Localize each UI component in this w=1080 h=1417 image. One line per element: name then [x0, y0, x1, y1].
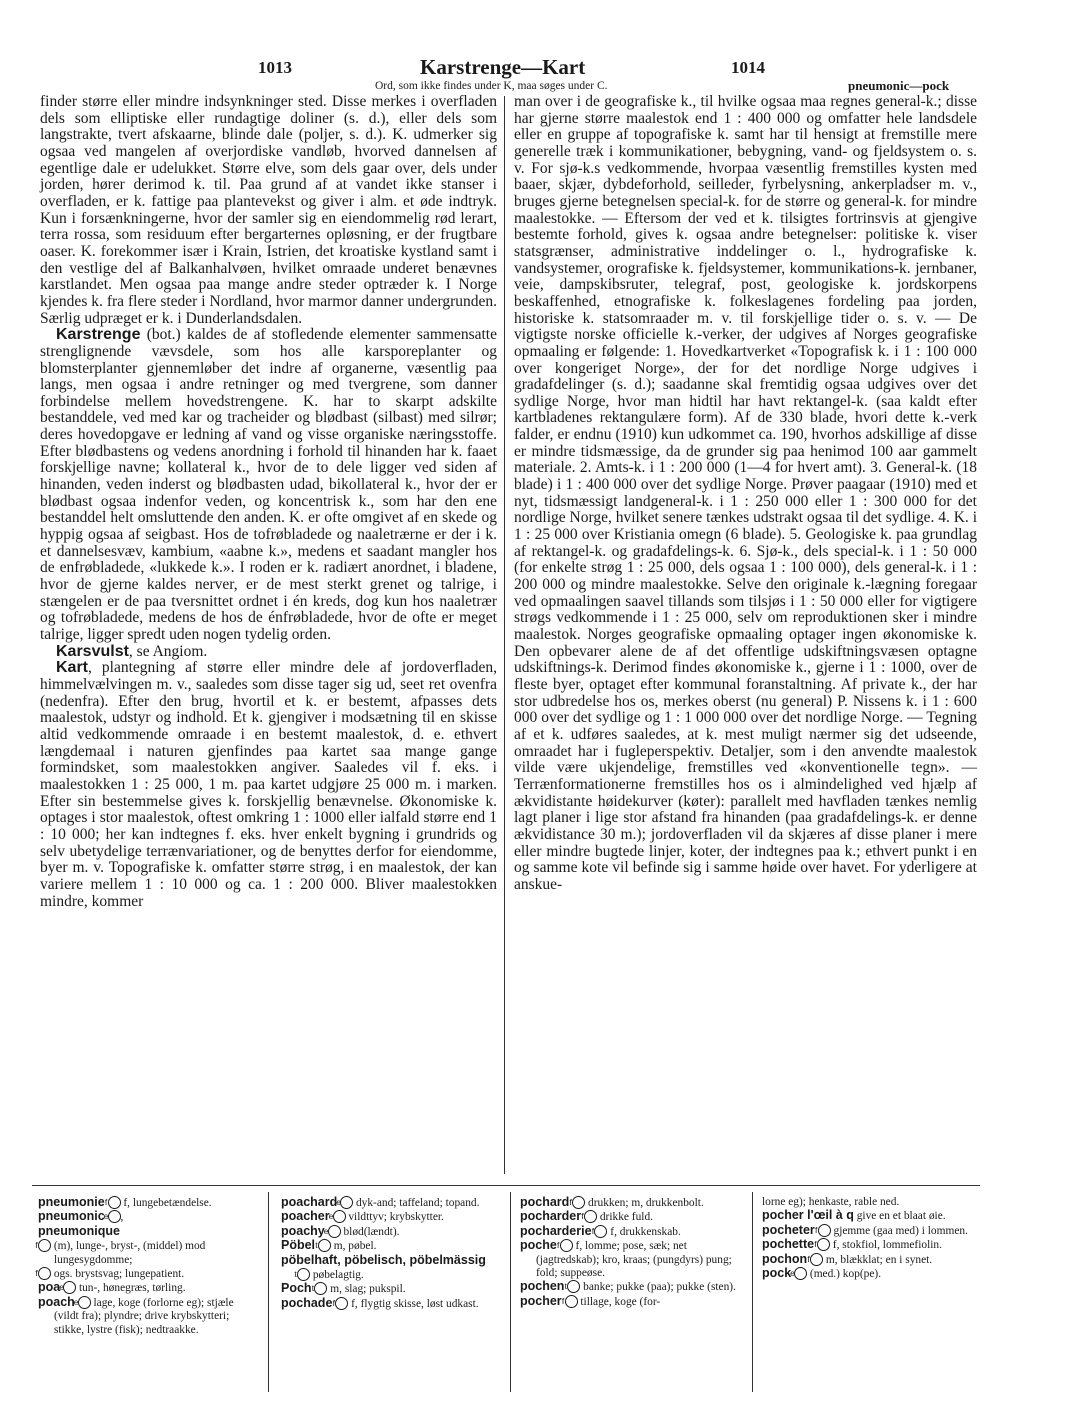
- paragraph: [40, 660, 497, 910]
- glossary-entry: [38, 1296, 256, 1337]
- page-number-left: 1013: [258, 58, 292, 77]
- language-marker-icon: f: [810, 1253, 823, 1266]
- glossary-text: ogs. brystsvag; lungepatient.: [51, 1268, 185, 1281]
- glossary-text: give en et blaat øie.: [853, 1210, 946, 1223]
- paragraph: [40, 327, 497, 643]
- glossary-headword: pochette: [762, 1237, 815, 1252]
- glossary-headword: pneumonique: [38, 1223, 120, 1238]
- entry-text: (bot.) kaldes de af stofledende elementer sammensatte strenglignende vævsdele, som hos alle karsporeplanter og blomsterplanter gjennemløber det indre af organerne, væsentlig paa langs, men ogsaa i andre retninger og med tvergrene, som danner forbindelse mellem hovedstrengene. K. har to skarpt adskilte bestanddele, ved med kar og tracheider og blødbast (silbast) med silrør; deres hovedopgave er ledning af vand og visse organiske næringsstoffe. Efter blødbastens og vedens anordning i forhold til hinanden har k. faaet forskjellige navne; kollateral k., hvor de to dele ligger ved siden af hinanden, veden inderst og blødbasten udad, bikollateral k., hvor der er blødbast ogsaa indenfor veden, og koncentrisk k., som har den ene bestanddel helt omsluttende den anden. K. er ofte omgivet af en skede og hyppig ogsaa af seigbast. Hos de tofrøbladede og naaletrærne er der i k. et dannelsesvæv, kambium, «aabne k.», medens et saadant mangler hos de enfrøbladede, «lukkede k.». I roden er k. radiært anordnet, i bladene, hvor de gjerne kaldes nerver, er de mest sterkt grenet og talrige, i stængelen er de paa tversnittet ordnet i én kreds, dog kun hos naaletrær og tofrøbladede, medens de hos de énfrøbladede, hvor de ofte er meget talrige, ligger spredt uden nogen tydelig orden.: [40, 326, 497, 643]
- glossary-entry: [762, 1224, 976, 1238]
- language-marker-icon: f: [818, 1224, 831, 1237]
- glossary-headword: Pöbel: [281, 1238, 316, 1253]
- glossary-text: lorne eg); henkaste, rable ned.: [762, 1196, 900, 1208]
- glossary-text: tun-, hønegræs, tørling.: [76, 1282, 186, 1295]
- glossary-entry: [762, 1209, 976, 1223]
- glossary-entry: [281, 1282, 497, 1296]
- glossary-headword: pock: [762, 1266, 792, 1281]
- glossary-headword: pneumonic: [38, 1209, 105, 1224]
- glossary-headword: pochade: [281, 1295, 333, 1310]
- language-marker-icon: f: [565, 1295, 578, 1308]
- language-marker-icon: f: [38, 1267, 51, 1280]
- glossary-text: tillage, koge (for-: [577, 1295, 661, 1308]
- language-marker-icon: e: [333, 1210, 346, 1223]
- glossary-headword: pochard: [520, 1195, 570, 1209]
- footer-column-3: [520, 1196, 738, 1309]
- glossary-text: lage, koge (forlorne eg); stjæle (vildt fra); plyndre; drive krybskytteri; stikke, lystre (fisk); nedtraakke.: [54, 1296, 234, 1336]
- glossary-entry: [281, 1297, 497, 1311]
- column-divider: [504, 96, 505, 1174]
- glossary-headword: pocher l'œil à q: [762, 1208, 854, 1223]
- glossary-headword: pocharder: [520, 1209, 582, 1224]
- language-marker-icon: e: [328, 1225, 341, 1238]
- glossary-text: f, flygtig skisse, løst udkast.: [348, 1297, 479, 1310]
- language-marker-icon: f: [572, 1196, 585, 1209]
- footer-divider: [32, 1185, 980, 1186]
- glossary-entry: [520, 1239, 738, 1280]
- glossary-entry: [762, 1196, 976, 1209]
- footer-column-4: [762, 1196, 976, 1281]
- footer-column-1: [35, 1195, 256, 1337]
- glossary-headword: pneumonie: [38, 1195, 105, 1209]
- glossary-headword: poacher: [281, 1209, 330, 1224]
- glossary-entry: [520, 1196, 738, 1210]
- language-marker-icon: t: [567, 1280, 580, 1293]
- language-marker-icon: e: [794, 1267, 807, 1280]
- language-marker-icon: e: [108, 1210, 121, 1223]
- header-note: Ord, som ikke findes under K, maa søges under C.: [375, 80, 608, 92]
- paragraph: [514, 94, 977, 894]
- footer-column-2: [281, 1196, 497, 1311]
- glossary-text: banke; pukke (paa); pukke (sten).: [580, 1281, 736, 1294]
- glossary-headword: pöbelhaft, pöbelisch, pöbelmässig: [281, 1252, 486, 1267]
- glossary-entry: [38, 1225, 256, 1239]
- glossary-headword: pochen: [520, 1279, 565, 1294]
- glossary-text: f, lomme; pose, sæk; net (jagtredskab); kro, kraas; (pungdyrs) pung; fold; suppeøse.: [536, 1240, 732, 1280]
- glossary-text: vildttyv; krybskytter.: [345, 1211, 444, 1224]
- language-marker-icon: f: [38, 1239, 51, 1252]
- language-marker-icon: f: [584, 1210, 597, 1223]
- paragraph: [40, 94, 497, 327]
- glossary-entry: [762, 1253, 976, 1267]
- language-marker-icon: f: [335, 1297, 348, 1310]
- glossary-text: (med.) kop(pe).: [807, 1268, 882, 1281]
- language-marker-icon: t: [318, 1239, 331, 1252]
- glossary-entry: [520, 1210, 738, 1224]
- language-marker-icon: e: [78, 1296, 91, 1309]
- glossary-entry: [520, 1295, 738, 1309]
- glossary-text: gjemme (gaa med) i lommen.: [830, 1224, 968, 1237]
- glossary-entry: [520, 1280, 738, 1294]
- glossary-text: f, stokfiol, lommefiolin.: [829, 1239, 942, 1252]
- entry-text: man over i de geografiske k., til hvilke ogsaa maa regnes general-k.; disse har gjerne større maalestok end 1 : 400 000 og omfatter hele landsdele eller en gruppe af topografiske k. samt har til hensigt at fremstille mere generelle træk i kommunikationer, bebygning, vand- og fjeldsystem o. s. v. For sjø-k.s vedkommende, hvorpaa væsentlig fremstilles kysten med baaer, skjær, dybdeforhold, seilleder, fyrbelysning, ankerpladser m. v., bruges gjerne betegnelsen special-k. for de større og general-k. for mindre maalestokke. — Eftersom der ved et k. tilsigtes fortrinsvis at gjengive bestemte forhold, gives k. ogsaa andre betegnelser: politiske k. viser statsgrænser, administrative inddelinger o. l., hydrografiske k. vandsystemer, orografiske k. fjeldsystemer, kommunikations-k. jernbaner, veie, dampskibsruter, telegraf, post, geologiske k. jordskorpens beskaffenhed, etnografiske k. folkeslagenes fordeling paa jorden, historiske k. statsomraader m. v. til forskjellige tider o. s. v. — De vigtigste norske officielle k.-verker, der udgives af Norges geografiske opmaaling er følgende: 1. Hovedkartverket «Topografisk k. i 1 : 100 000 over kongeriget Norge», der for det nordlige Norge udgives i gradafdelinger (s. d.); saadanne skal fremtidig ogsaa udgives over det sydlige Norge, hvor man hidtil har havt rektangel-k. (saa kaldt efter kartbladenes rektangulære form). Af de 330 blade, hvori dette k.-verk falder, er endnu (1910) kun udkommet ca. 190, hvorhos adskillige af disse er mindre tidsmæssige, da de grunder sig paa henimod 100 aar gammelt materiale. 2. Amts-k. i 1 : 200 000 (1—4 for hvert amt). 3. General-k. (18 blade) i 1 : 400 000 over det sydlige Norge. Prøver paagaar (1910) med et nyt, tidsmæssigt landgeneral-k. i 1 : 250 000 eller 1 : 300 000 for det nordlige Norge, hvilket senere tænkes udstrakt ogsaa til det sydlige. 4. K. i 1 : 25 000 over Kristiania omegn (6 blade). 5. Geologiske k. paa grundlag af rektangel-k. og gradafdelings-k. 6. Sjø-k., dels special-k. i 1 : 50 000 (for enkelte strøg 1 : 25 000, dels ogsaa 1 : 100 000), dels general-k. i 1 : 200 000 og mindre maalestokke. Selve den originale k.-lægning foregaar ved opmaalingen saavel tillands som tilsjøs i 1 : 50 000 eller for vigtigere strøgs vedkommende i 1 : 25 000, selv om reproduktionen sker i mindre maalestok. Norges geografiske opmaaling optager ingen økonomiske k. Den opbevarer alene de af det offentlige udskiftningsvæsen optagne udskiftnings-k. Derimod findes økonomiske k., gjerne i 1 : 1000, over de fleste byer, optaget efter kommunal foranstaltning. Af private k., der har stor udbredelse hos os, merkes oberst (nu general) P. Nissens k. i 1 : 600 000 over det sydlige og 1 : 1 000 000 over det nordlige Norge. — Tegning af et k. udføres saaledes, at k. mest muligt nærmer sig det udseende, omraadet har i fugleperspektiv. Detaljer, som i den anvendte maalestok vilde være ukjendelige, fremstilles ved «konventionelle tegn». — Terrænformationerne fremstilles hos os i almindelighed ved hjælp af ækvidistante høidekurver (køter): parallelt med havfladen tænkes nemlig lagt planer i lige stor afstand fra hinanden (paa gradafdelings-k. er denne ækvidistance 30 m.); jordoverfladen vil da skjæres af disse planer i mere eller mindre bugtede linjer, koter, der indtegnes paa k.; ethvert punkt i en og samme kote vil befinde sig i samme høide over havet. For yderligere at anskue-: [514, 93, 977, 893]
- glossary-text: f, drukkenskab.: [607, 1225, 681, 1238]
- glossary-entry: [762, 1238, 976, 1252]
- glossary-headword: poa: [38, 1280, 61, 1295]
- entry-headword: Karstrenge: [56, 326, 141, 344]
- glossary-text: m, slag; pukspil.: [327, 1283, 406, 1296]
- left-column: [40, 94, 497, 910]
- language-marker-icon: f: [108, 1196, 121, 1209]
- glossary-entry: [281, 1254, 497, 1283]
- glossary-headword: pocher: [520, 1293, 562, 1308]
- glossary-entry: [281, 1210, 497, 1224]
- page-title: Karstrenge—Kart: [420, 55, 586, 79]
- entry-text: , plantegning af større eller mindre dele af jordoverfladen, himmelvælvingen m. v., saaledes som disse tager sig ud, seet ret ovenfra (nedenfra). Efter den brug, hvortil et k. er bestemt, afpasses dets maalestok, udstyr og indhold. Et k. gjengiver i modsætning til en skisse altid vedkommende omraade i en bestemt maalestok, d. e. ethvert længdemaal i naturen gjenfindes paa kartet saa mange gange formindsket, som maalestokken angiver. Saaledes vil f. eks. i maalestokken 1 : 25 000, 1 m. paa kartet udgjøre 25 000 m. i marken. Efter sin bestemmelse gives k. forskjellig benævnelse. Økonomiske k. optages i stor maalestok, oftest omkring 1 : 1000 eller ialfald større end 1 : 10 000; her kan indtegnes f. eks. hver enkelt bygning i grundrids og selv ubetydelige terrænvariationer, og de benyttes derfor for eiendomme, byer m. v. Topografiske k. omfatter større strøg, i en maalestok, der kan variere mellem 1 : 10 000 og ca. 1 : 200 000. Bliver maalestokken mindre, kommer: [40, 659, 497, 910]
- glossary-text: pøbelagtig.: [310, 1269, 364, 1282]
- glossary-entry: [281, 1225, 497, 1239]
- language-marker-icon: f: [817, 1238, 830, 1251]
- glossary-entry: [520, 1225, 738, 1239]
- glossary-entry: [38, 1281, 256, 1295]
- language-marker-icon: e: [340, 1196, 353, 1209]
- glossary-headword: pochon: [762, 1251, 808, 1266]
- language-marker-icon: t: [314, 1282, 327, 1295]
- glossary-text: ,: [120, 1211, 124, 1224]
- glossary-headword: pocheter: [762, 1222, 815, 1237]
- glossary-entry: [35, 1267, 256, 1281]
- glossary-headword: poche: [520, 1238, 557, 1253]
- glossary-headword: Poch: [281, 1281, 312, 1296]
- glossary-headword: pocharderie: [520, 1223, 592, 1238]
- footer-divider-2: [510, 1192, 511, 1392]
- glossary-entry: [38, 1210, 256, 1224]
- language-marker-icon: f: [594, 1225, 607, 1238]
- glossary-text: dyk-and; taffeland; topand.: [353, 1197, 480, 1209]
- glossary-text: (m), lunge-, bryst-, (middel) mod lungesygdomme;: [51, 1240, 206, 1266]
- page-number-right: 1014: [731, 58, 765, 77]
- glossary-headword: poach: [38, 1294, 75, 1309]
- glossary-entry: [281, 1196, 497, 1210]
- glossary-entry: [281, 1239, 497, 1253]
- glossary-text: m, pøbel.: [330, 1240, 377, 1253]
- footer-divider-3: [752, 1192, 753, 1392]
- entry-headword: Karsvulst: [56, 642, 129, 660]
- glossary-headword: poachy: [281, 1223, 325, 1238]
- glossary-text: drikke fuld.: [597, 1211, 653, 1224]
- glossary-headword: poachard: [281, 1195, 338, 1209]
- footer-range: pneumonic—pock: [848, 78, 950, 93]
- right-column: [514, 94, 977, 894]
- entry-text: finder større eller mindre indsynkninger sted. Disse merkes i overfladen dels som elliptiske eller rundagtige doliner (s. d.), eller dels som langstrakte, tvert afskaarne, blinde dale (poljer, s. d.). K. udmerker sig ogsaa ved mangelen af overjordiske vandløb, hvorved dannelsen af egentlige dale er udelukket. Større elve, som dels gaar over, dels under jorden, hører derimod k. til. Paa grund af at vandet ikke stanser i overfladen, er k. fattige paa plantevekst og giver i alm. et øde indtryk. Kun i forsænkningerne, hvor der samler sig en eiendommelig rød lerart, terra rossa, som residuum efter bergarternes opløsning, er der frugtbare oaser. K. forekommer især i Krain, Istrien, det kroatiske kystland samt i den vestlige del af Balkanhalvøen, hvilket omraade underet benævnes karstlandet. Men ogsaa paa mange andre steder optræder k. I Norge kjendes k. fra flere steder i Nordland, hvor marmor danner undergrunden. Særlig udpræget er k. i Dunderlandsdalen.: [40, 93, 497, 327]
- glossary-entry: [35, 1239, 256, 1267]
- language-marker-icon: e: [63, 1281, 76, 1294]
- glossary-entry: [762, 1267, 976, 1281]
- glossary-text: drukken; m, drukkenbolt.: [585, 1197, 704, 1209]
- glossary-entry: [38, 1196, 256, 1210]
- glossary-text: f, lungebetændelse.: [120, 1197, 212, 1209]
- glossary-text: blød(lændt).: [340, 1225, 400, 1238]
- entry-headword: Kart: [56, 659, 89, 677]
- language-marker-icon: f: [560, 1239, 573, 1252]
- language-marker-icon: t: [297, 1268, 310, 1281]
- footer-divider-1: [268, 1192, 269, 1392]
- paragraph: [40, 644, 497, 661]
- entry-text: , se Angiom.: [128, 642, 208, 660]
- glossary-text: m, blækklat; en i synet.: [823, 1253, 933, 1266]
